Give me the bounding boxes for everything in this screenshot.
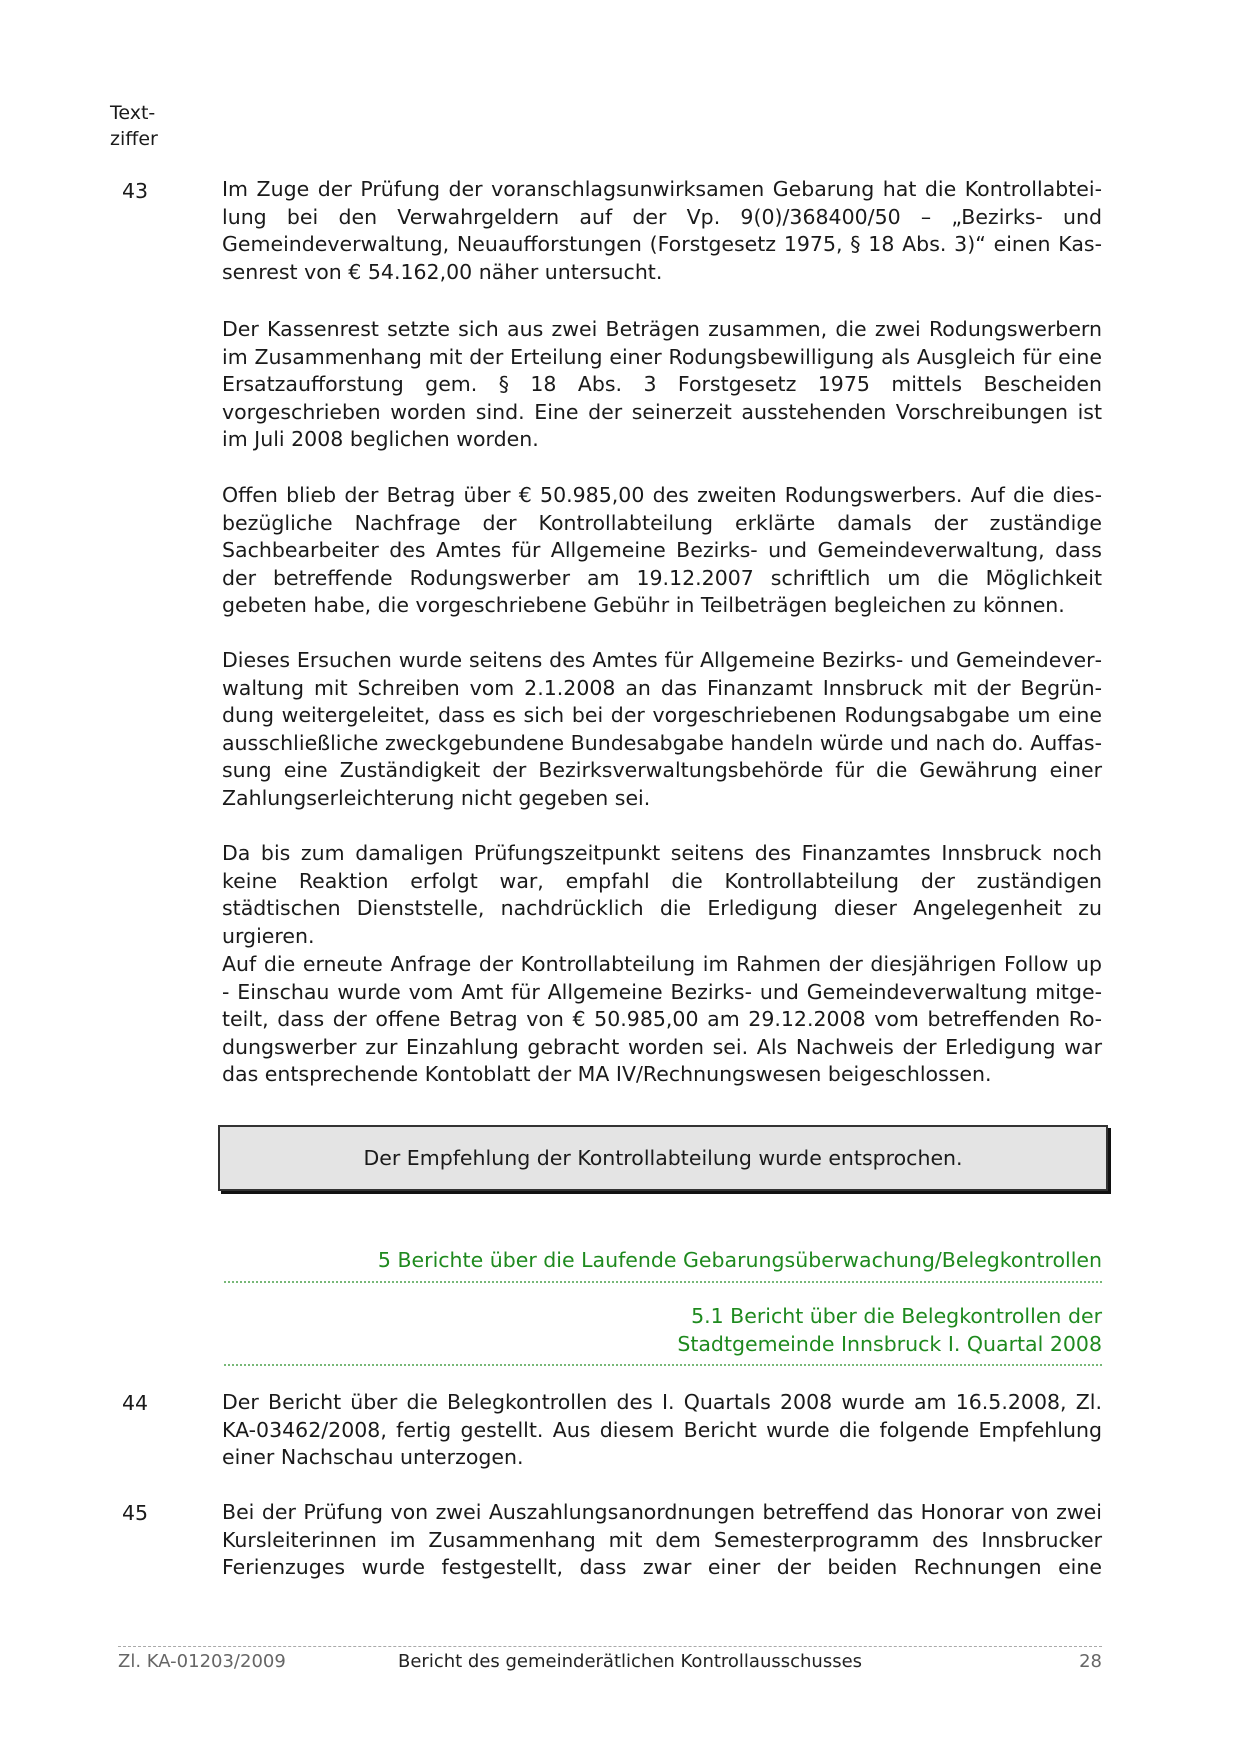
paragraph: Der Bericht über die Belegkontrollen des I. Quartals 2008 wurde am 16.5.2008, Zl. KA-03462/2008, fertig gestellt. Aus diesem Bericht wurde die folgende Empfehlung einer Nachschau unterzogen. (222, 1390, 1102, 1470)
item-number: 44 (122, 1391, 149, 1415)
footer-rule (118, 1646, 1102, 1647)
paragraph: Der Kassenrest setzte sich aus zwei Beträgen zusammen, die zwei Rodungswerbern im Zusammenhang mit der Erteilung einer Rodungsbewilligung als Ausgleich für eine Ersatzaufforstung gem. § 18 Abs. 3 Forstgesetz 1975 mittels Bescheiden vorgeschrieben worden sind. Eine der seinerzeit ausstehenden Vorschreibungen ist im Juli 2008 beglichen worden. (222, 317, 1102, 452)
subsection-heading (677, 1303, 1102, 1358)
page-number: 28 (1079, 1651, 1102, 1672)
margin-label-line1: Text- (110, 102, 156, 124)
result-box (218, 1125, 1108, 1191)
margin-label-line2: ziffer (110, 128, 158, 150)
paragraph: Offen blieb der Betrag über € 50.985,00 des zweiten Rodungswerbers. Auf die diesbezügliche Nachfrage der Kontrollabteilung erklärte damals der zuständige Sachbearbeiter des Amtes für Allgemeine Bezirks- und Gemeindeverwaltung, dass der betreffende Rodungswerber am 19.12.2007 schriftlich um die Möglichkeit gebeten habe, die vorgeschriebene Gebühr in Teilbeträgen begleichen zu können. (222, 483, 1102, 618)
section-heading: 5 Berichte über die Laufende Gebarungsüberwachung/Belegkontrollen (377, 1248, 1102, 1272)
footer-reference: Zl. KA-01203/2009 (118, 1651, 286, 1672)
section-heading-rule (224, 1281, 1102, 1283)
footer-title: Bericht des gemeinderätlichen Kontrollausschusses (398, 1651, 863, 1672)
margin-label (110, 100, 158, 152)
item-number: 43 (122, 179, 149, 203)
paragraph: Dieses Ersuchen wurde seitens des Amtes für Allgemeine Bezirks- und Gemeindeverwaltung mit Schreiben vom 2.1.2008 an das Finanzamt Innsbruck mit der Begründung weitergeleitet, dass es sich bei der vorgeschriebenen Rodungsabgabe um eine ausschließliche zweckgebundene Bundesabgabe handeln würde und nach do. Auffassung eine Zuständigkeit der Bezirksverwaltungsbehörde für die Gewährung einer Zahlungserleichterung nicht gegeben sei. (222, 648, 1102, 810)
subsection-heading-rule (224, 1364, 1102, 1366)
subsection-heading-line1: 5.1 Bericht über die Belegkontrollen der (691, 1304, 1102, 1328)
subsection-heading-line2: Stadtgemeinde Innsbruck I. Quartal 2008 (677, 1331, 1102, 1356)
result-box-text: Der Empfehlung der Kontrollabteilung wurde entsprochen. (363, 1146, 963, 1170)
item-number: 45 (122, 1501, 149, 1525)
paragraph: Auf die erneute Anfrage der Kontrollabteilung im Rahmen der diesjährigen Follow up - Einschau wurde vom Amt für Allgemeine Bezirks- und Gemeindeverwaltung mitgeteilt, dass der offene Betrag von € 50.985,00 am 29.12.2008 vom betreffenden Rodungswerber zur Einzahlung gebracht worden sei. Als Nachweis der Erledigung war das entsprechende Kontoblatt der MA IV/Rechnungswesen beigeschlossen. (222, 952, 1102, 1087)
paragraph: Bei der Prüfung von zwei Auszahlungsanordnungen betreffend das Honorar von zwei Kursleiterinnen im Zusammenhang mit dem Semesterprogramm des Innsbrucker Ferienzuges wurde festgestellt, dass zwar einer der beiden Rechnungen eine (222, 1500, 1102, 1580)
paragraph: Da bis zum damaligen Prüfungszeitpunkt seitens des Finanzamtes Innsbruck noch keine Reaktion erfolgt war, empfahl die Kontrollabteilung der zuständigen städtischen Dienststelle, nachdrücklich die Erledigung dieser Angelegenheit zu urgieren. (222, 841, 1102, 948)
paragraph: Im Zuge der Prüfung der voranschlagsunwirksamen Gebarung hat die Kontrollabteilung bei den Verwahrgeldern auf der Vp. 9(0)/368400/50 – „Bezirks- und Gemeindeverwaltung, Neuaufforstungen (Forstgesetz 1975, § 18 Abs. 3)“ einen Kassenrest von € 54.162,00 näher untersucht. (222, 177, 1102, 284)
